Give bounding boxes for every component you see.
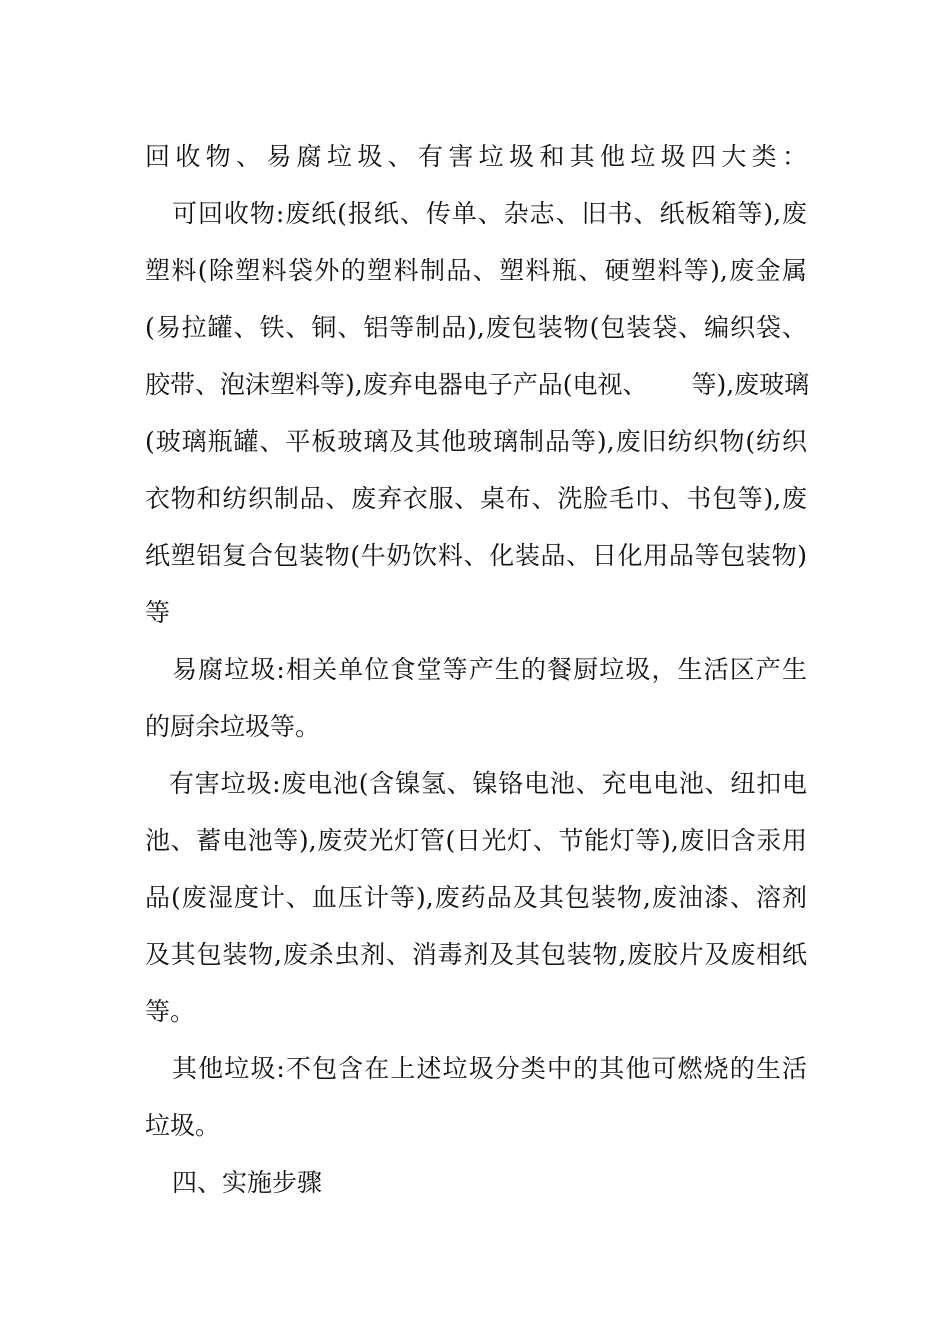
text-line: 等 — [145, 598, 171, 627]
text-line-split — [145, 356, 810, 413]
paragraph-other-heading: 其他垃圾:不包含在上述垃圾分类中的其他可燃烧的生活 — [172, 1054, 807, 1083]
text-line: 回收物、易腐垃圾、有害垃圾和其他垃圾四大类： — [145, 142, 807, 171]
text-line: (易拉罐、铁、铜、铝等制品),废包装物(包装袋、编织袋、 — [145, 313, 807, 342]
text-line: 衣物和纺织制品、废弃衣服、桌布、洗脸毛巾、书包等),废 — [145, 484, 807, 513]
text-line: 的厨余垃圾等。 — [145, 712, 321, 741]
paragraph-hazardous-heading: 有害垃圾:废电池(含镍氢、镍铬电池、充电电池、纽扣电 — [169, 769, 807, 798]
text-line: 垃圾。 — [145, 1111, 221, 1140]
text-fragment: 等),废玻璃 — [691, 370, 810, 399]
section-heading: 四、实施步骤 — [172, 1168, 323, 1197]
text-line: 品(废湿度计、血压计等),废药品及其包装物,废油漆、溶剂 — [145, 883, 807, 912]
text-fragment: 胶带、泡沫塑料等),废弃电器电子产品(电视、 — [145, 370, 648, 399]
paragraph-perishable-heading: 易腐垃圾:相关单位食堂等产生的餐厨垃圾，生活区产生 — [172, 655, 807, 684]
text-line: 塑料(除塑料袋外的塑料制品、塑料瓶、硬塑料等),废金属 — [145, 256, 807, 285]
paragraph-recyclables-heading: 可回收物:废纸(报纸、传单、杂志、旧书、纸板箱等),废 — [172, 199, 807, 228]
document-body — [145, 128, 810, 1211]
text-line: 纸塑铝复合包装物(牛奶饮料、化装品、日化用品等包装物) — [145, 541, 807, 570]
text-line: 及其包装物,废杀虫剂、消毒剂及其包装物,废胶片及废相纸 — [145, 940, 807, 969]
text-line: (玻璃瓶罐、平板玻璃及其他玻璃制品等),废旧纺织物(纺织 — [145, 427, 807, 456]
text-line: 池、蓄电池等),废荧光灯管(日光灯、节能灯等),废旧含汞用 — [145, 826, 807, 855]
text-line: 等。 — [145, 997, 196, 1026]
